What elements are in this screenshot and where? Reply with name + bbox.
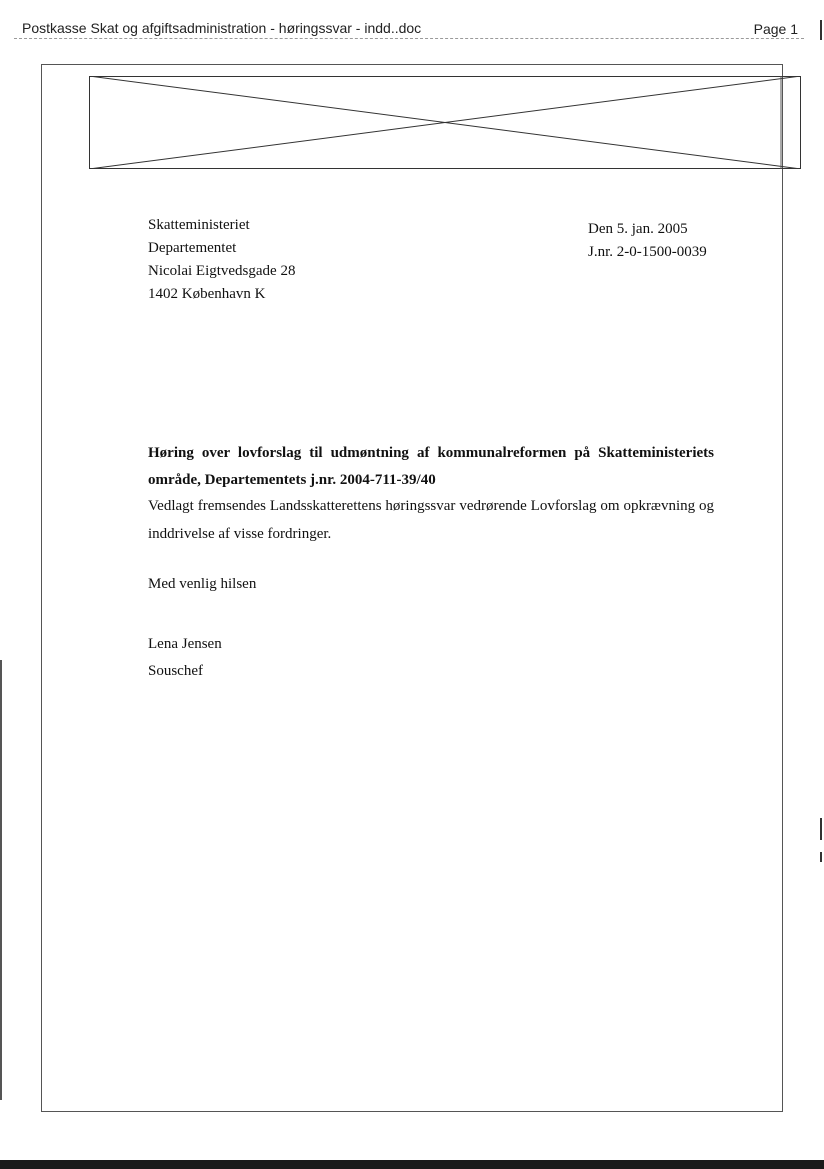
signer-title: Souschef — [148, 663, 203, 679]
letter-meta — [588, 218, 707, 264]
missing-image-placeholder — [89, 76, 801, 169]
page-number: Page 1 — [753, 21, 798, 37]
scan-edge-mark — [820, 818, 822, 840]
journal-number: J.nr. 2-0-1500-0039 — [588, 244, 707, 260]
recipient-line: Nicolai Eigtvedsgade 28 — [148, 263, 296, 279]
letter-subject: Høring over lovforslag til udmøntning af kommunalreformen på Skatteministeriets område, Departementets j.nr. 2004-711-39/40 — [148, 445, 714, 488]
recipient-address — [148, 214, 295, 306]
signature-block — [148, 631, 222, 685]
header-divider — [14, 38, 804, 39]
signer-name: Lena Jensen — [148, 636, 222, 652]
recipient-line: 1402 København K — [148, 286, 266, 302]
recipient-line: Departementet — [148, 240, 237, 256]
letter-date: Den 5. jan. 2005 — [588, 221, 688, 237]
scan-edge-mark — [820, 852, 822, 862]
document-header — [0, 0, 824, 42]
scan-edge-mark — [820, 20, 822, 40]
letter-body: Vedlagt fremsendes Landsskatterettens høringssvar vedrørende Lovforslag om opkrævning og inddrivelse af visse fordringer. — [148, 498, 714, 542]
recipient-line: Skatteministeriet — [148, 217, 250, 233]
header-title: Postkasse Skat og afgiftsadministration - høringssvar - indd..doc — [22, 20, 422, 36]
scan-bottom-edge — [0, 1160, 824, 1169]
letter-closing: Med venlig hilsen — [148, 576, 257, 592]
scan-edge-mark — [0, 660, 2, 1100]
